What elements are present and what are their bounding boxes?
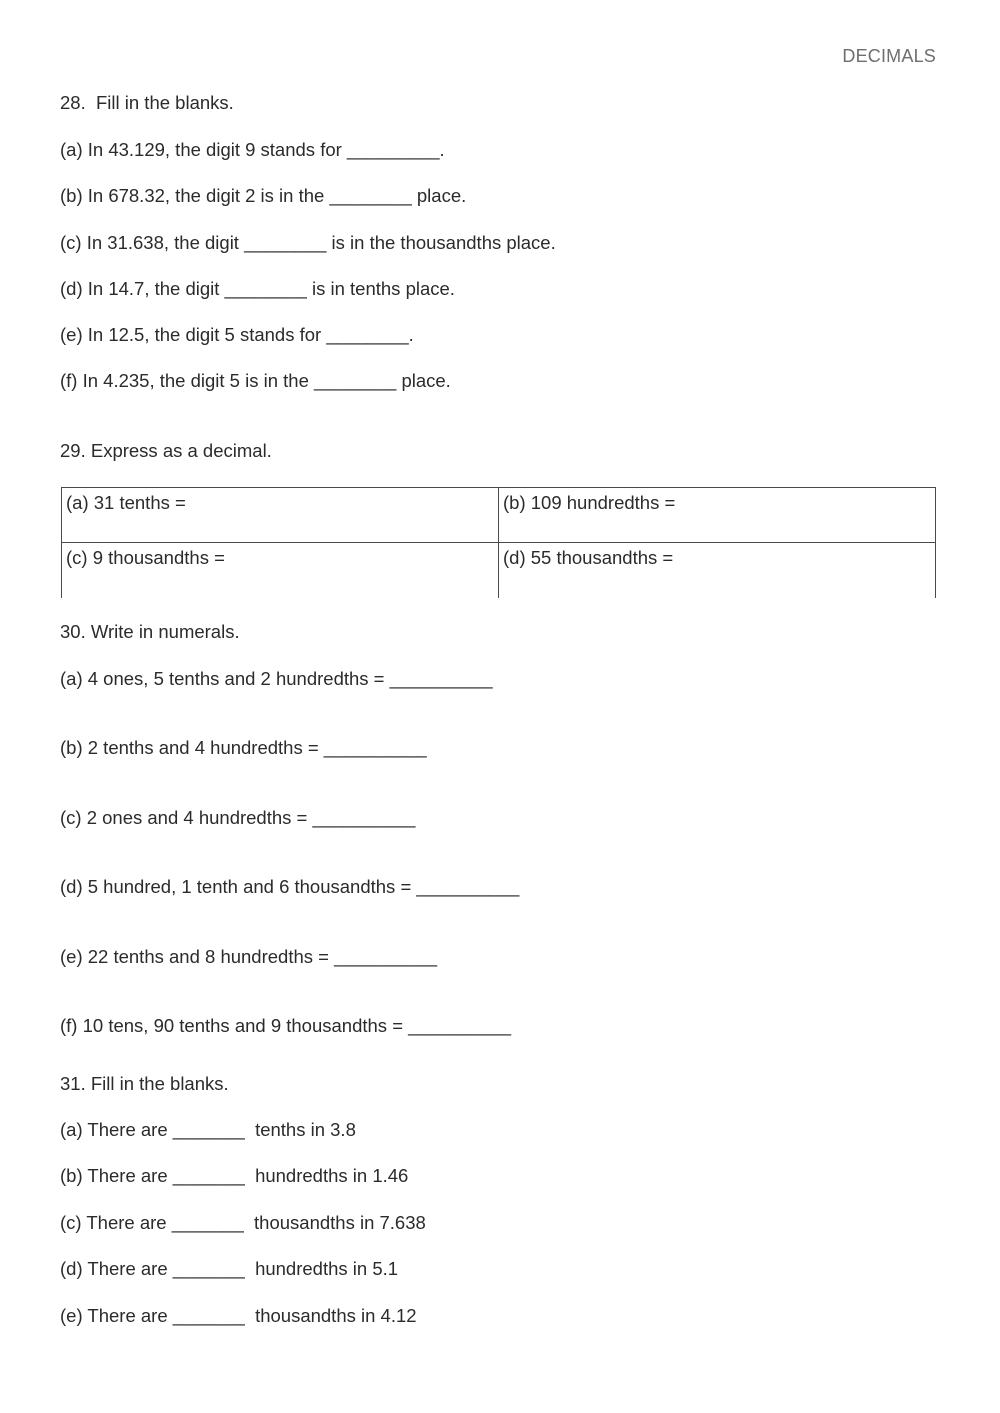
question-28-item-d: (d) In 14.7, the digit ________ is in tenths place. xyxy=(60,278,455,299)
question-29-cell-d: (d) 55 thousandths = xyxy=(499,543,936,598)
question-28-item-c: (c) In 31.638, the digit ________ is in the thousandths place. xyxy=(60,232,556,253)
question-29-cell-a: (a) 31 tenths = xyxy=(62,488,499,543)
question-31-item-e: (e) There are _______ thousandths in 4.12 xyxy=(60,1305,417,1326)
question-28-item-b: (b) In 678.32, the digit 2 is in the ________ place. xyxy=(60,185,467,206)
question-28-title: 28. Fill in the blanks. xyxy=(60,92,234,113)
question-30-item-e: (e) 22 tenths and 8 hundredths = __________ xyxy=(60,946,437,967)
table-row xyxy=(62,543,936,598)
page-header-title: DECIMALS xyxy=(842,46,936,66)
question-31-item-d: (d) There are _______ hundredths in 5.1 xyxy=(60,1258,399,1279)
question-28-item-f: (f) In 4.235, the digit 5 is in the ________ place. xyxy=(60,370,451,391)
question-31-item-a: (a) There are _______ tenths in 3.8 xyxy=(60,1119,356,1140)
question-29-cell-c: (c) 9 thousandths = xyxy=(62,543,499,598)
question-28-item-e: (e) In 12.5, the digit 5 stands for ________. xyxy=(60,324,414,345)
table-row xyxy=(62,488,936,543)
question-31-title: 31. Fill in the blanks. xyxy=(60,1073,229,1094)
question-28-item-a: (a) In 43.129, the digit 9 stands for _________. xyxy=(60,139,445,160)
question-30-item-c: (c) 2 ones and 4 hundredths = __________ xyxy=(60,807,416,828)
question-29-cell-b: (b) 109 hundredths = xyxy=(499,488,936,543)
question-30-title: 30. Write in numerals. xyxy=(60,621,240,642)
question-31-item-b: (b) There are _______ hundredths in 1.46 xyxy=(60,1165,409,1186)
question-30-item-b: (b) 2 tenths and 4 hundredths = __________ xyxy=(60,737,427,758)
question-30-item-f: (f) 10 tens, 90 tenths and 9 thousandths = __________ xyxy=(60,1015,512,1036)
question-29-table xyxy=(61,487,936,598)
question-31-item-c: (c) There are _______ thousandths in 7.638 xyxy=(60,1212,426,1233)
question-30-item-d: (d) 5 hundred, 1 tenth and 6 thousandths = __________ xyxy=(60,876,520,897)
question-29-title: 29. Express as a decimal. xyxy=(60,440,272,461)
question-30-item-a: (a) 4 ones, 5 tenths and 2 hundredths = __________ xyxy=(60,668,493,689)
